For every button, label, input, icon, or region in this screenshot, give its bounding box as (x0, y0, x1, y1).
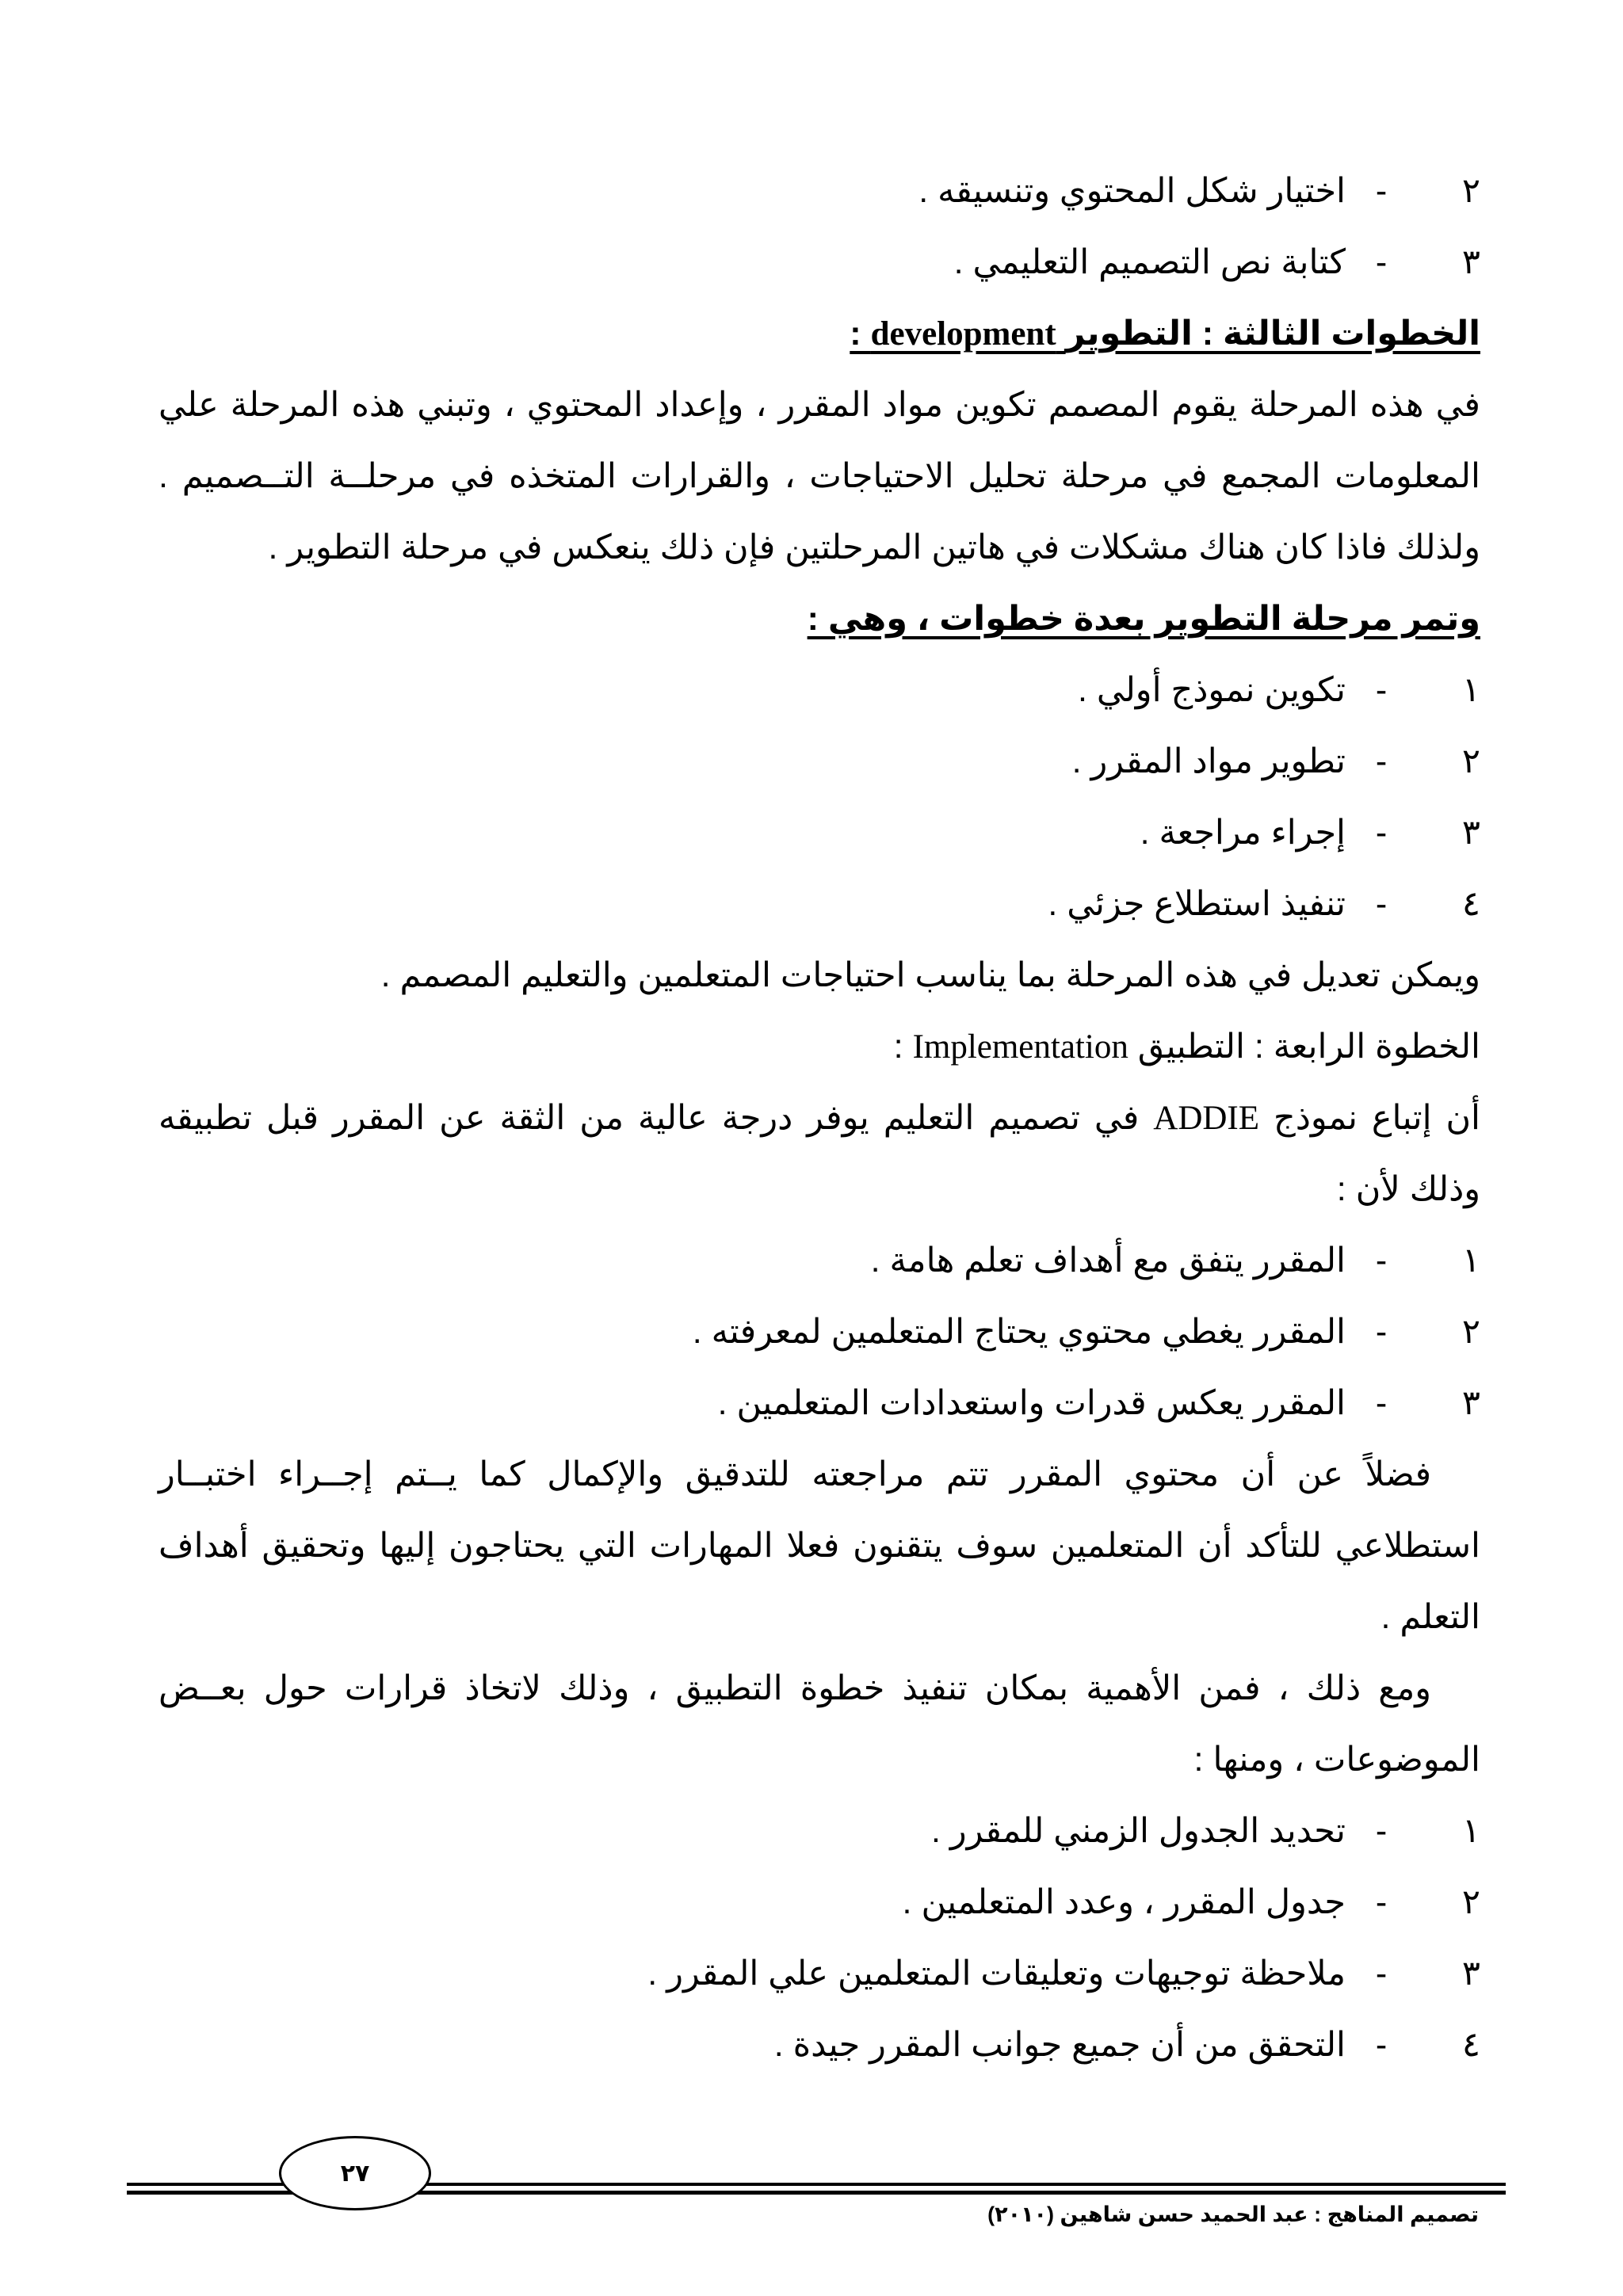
heading-text: الخطوات الثالثة : التطوير (1065, 315, 1480, 353)
list-number: ٢ (1461, 172, 1480, 210)
paragraph-line: في هذه المرحلة يقوم المصمم تكوين مواد المقرر ، وإعداد المحتوي ، وتبني هذه المرحلة علي (158, 386, 1480, 424)
list-text: تحديد الجدول الزمني للمقرر . (930, 1812, 1346, 1850)
list-dash: - (1375, 885, 1388, 923)
list-dash: - (1375, 1384, 1388, 1422)
list-dash: - (1375, 742, 1388, 780)
list-text: المقرر يعكس قدرات واستعدادات المتعلمين . (717, 1384, 1346, 1422)
list-number: ١ (1461, 1241, 1480, 1280)
paragraph-line: استطلاعي للتأكد أن المتعلمين سوف يتقنون فعلا المهارات التي يحتاجون إليها وتحقيق أهداف (158, 1527, 1480, 1565)
list-text: تكوين نموذج أولي . (1077, 671, 1346, 709)
heading-text: الخطوة الرابعة : التطبيق (1137, 1028, 1480, 1066)
list-item (158, 797, 1480, 868)
subsection-heading: وتمر مرحلة التطوير بعدة خطوات ، وهي : (807, 600, 1480, 638)
list-dash: - (1375, 1883, 1388, 1921)
list-number: ٢ (1461, 742, 1480, 780)
section-heading-implementation (158, 1011, 1480, 1082)
list-number: ٤ (1461, 885, 1480, 923)
heading-colon: : (850, 315, 871, 353)
list-text: المقرر يغطي محتوي يحتاج المتعلمين لمعرفته . (692, 1313, 1346, 1351)
paragraph-line: ويمكن تعديل في هذه المرحلة بما يناسب احتياجات المتعلمين والتعليم المصمم . (380, 956, 1480, 994)
list-text: اختيار شكل المحتوي وتنسيقه . (918, 172, 1346, 210)
paragraph-line: الموضوعات ، ومنها : (1193, 1741, 1480, 1779)
list-item (158, 155, 1480, 227)
list-item (158, 1795, 1480, 1867)
list-text: تطوير مواد المقرر . (1071, 742, 1346, 780)
list-text: كتابة نص التصميم التعليمي . (953, 243, 1346, 281)
list-dash: - (1375, 814, 1388, 852)
heading-colon: : (893, 1028, 913, 1066)
paragraph-text: أن إتباع نموذج (1273, 1099, 1480, 1137)
list-number: ٣ (1461, 814, 1480, 852)
list-number: ٣ (1461, 243, 1480, 281)
paragraph-line: ولذلك فاذا كان هناك مشكلات في هاتين المرحلتين فإن ذلك ينعكس في مرحلة التطوير . (268, 528, 1480, 566)
list-dash: - (1375, 1955, 1388, 1993)
addie-term: ADDIE (1153, 1100, 1260, 1137)
list-item (158, 1867, 1480, 1938)
list-dash: - (1375, 2026, 1388, 2064)
list-text: ملاحظة توجيهات وتعليقات المتعلمين علي المقرر . (647, 1955, 1346, 1993)
list-item (158, 1296, 1480, 1367)
list-text: المقرر يتفق مع أهداف تعلم هامة . (870, 1241, 1346, 1280)
paragraph-line: فضلاً عن أن محتوي المقرر تتم مراجعته للتدقيق والإكمال كما يــتم إجــراء اختبــار (158, 1455, 1431, 1493)
list-number: ٢ (1461, 1313, 1480, 1351)
list-item (158, 868, 1480, 940)
paragraph-line: وذلك لأن : (1336, 1170, 1480, 1208)
paragraph-line: ومع ذلك ، فمن الأهمية بمكان تنفيذ خطوة التطبيق ، وذلك لاتخاذ قرارات حول بعــض (158, 1669, 1431, 1707)
paragraph-line: التعلم . (1381, 1598, 1480, 1636)
paragraph-line: المعلومات المجمع في مرحلة تحليل الاحتياجات ، والقرارات المتخذه في مرحلــة التــصميم . (158, 457, 1480, 495)
list-item (158, 1367, 1480, 1439)
list-text: إجراء مراجعة . (1140, 814, 1346, 852)
list-text: جدول المقرر ، وعدد المتعلمين . (902, 1883, 1346, 1921)
heading-latin-term: development (870, 315, 1056, 353)
list-number: ٢ (1461, 1883, 1480, 1921)
list-text: التحقق من أن جميع جوانب المقرر جيدة . (773, 2026, 1346, 2064)
page-number: ٢٧ (340, 2159, 370, 2187)
paragraph-text: في تصميم التعليم يوفر درجة عالية من الثقة عن المقرر قبل تطبيقه (158, 1099, 1140, 1137)
list-dash: - (1375, 671, 1388, 709)
heading-latin-term: Implementation (912, 1028, 1128, 1066)
list-item (158, 1938, 1480, 2009)
list-item (158, 2009, 1480, 2081)
list-item (158, 726, 1480, 797)
list-text: تنفيذ استطلاع جزئي . (1048, 885, 1346, 923)
list-dash: - (1375, 1313, 1388, 1351)
list-dash: - (1375, 243, 1388, 281)
page-number-oval (279, 2136, 431, 2210)
footer-credit: تصميم المناهج : عبد الحميد حسن شاهين (٢٠١٠) (987, 2203, 1479, 2226)
list-number: ٣ (1461, 1384, 1480, 1422)
paragraph-line (158, 1082, 1480, 1154)
list-dash: - (1375, 1812, 1388, 1850)
list-number: ٤ (1461, 2026, 1480, 2064)
list-number: ١ (1461, 671, 1480, 709)
list-item (158, 227, 1480, 298)
page-body (158, 155, 1480, 2081)
list-dash: - (1375, 172, 1388, 210)
list-number: ٣ (1461, 1955, 1480, 1993)
list-item (158, 1225, 1480, 1296)
list-number: ١ (1461, 1812, 1480, 1850)
list-dash: - (1375, 1241, 1388, 1280)
list-item (158, 654, 1480, 726)
section-heading-development (158, 298, 1480, 369)
